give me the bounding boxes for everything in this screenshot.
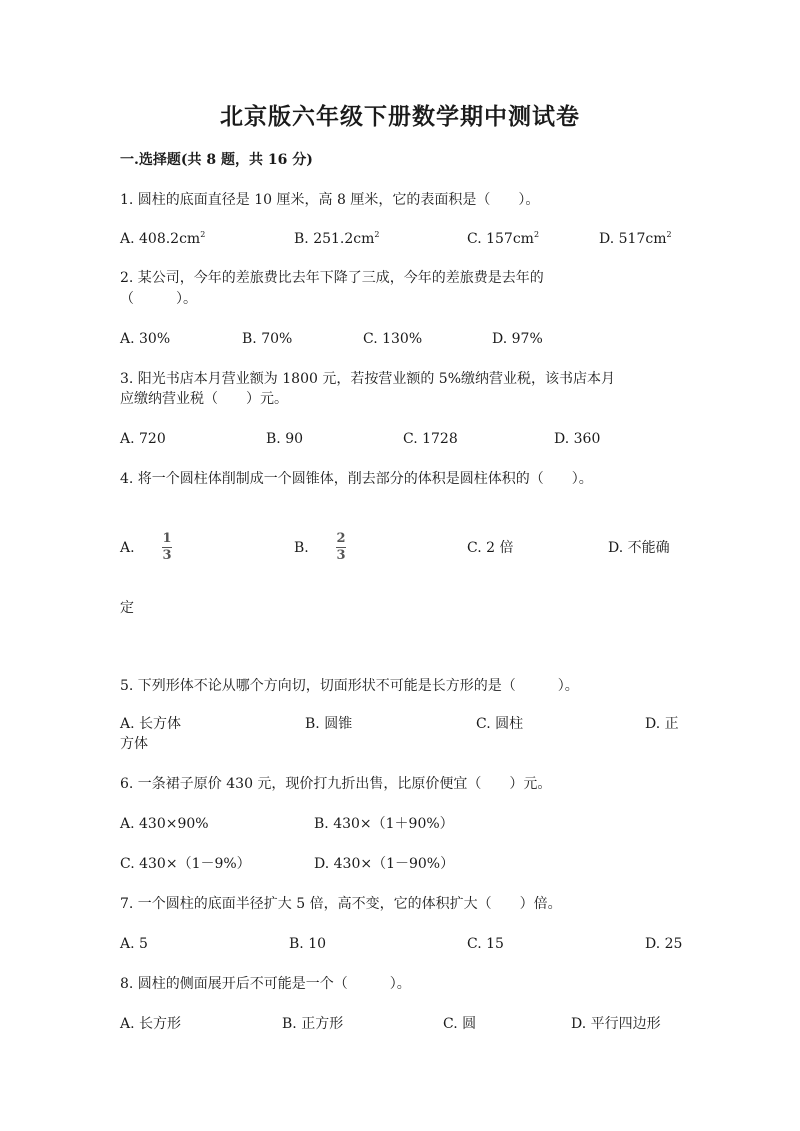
question-8-option-d: D. 平行四边形 bbox=[571, 1016, 661, 1032]
question-2-stem: 2. 某公司，今年的差旅费比去年下降了三成，今年的差旅费是去年的 bbox=[120, 270, 544, 286]
superscript: 2 bbox=[533, 230, 540, 239]
question-7-stem: 7. 一个圆柱的底面半径扩大 5 倍，高不变，它的体积扩大（ ）倍。 bbox=[120, 896, 562, 912]
question-1-option-d bbox=[599, 229, 672, 249]
question-3-option-a: A. 720 bbox=[120, 431, 166, 447]
question-8-stem: 8. 圆柱的侧面展开后不可能是一个（ ）。 bbox=[120, 976, 411, 992]
question-3-option-b: B. 90 bbox=[266, 431, 304, 447]
question-2-option-b: B. 70% bbox=[242, 331, 293, 347]
fraction-one-third bbox=[162, 532, 172, 563]
superscript: 2 bbox=[666, 230, 672, 239]
question-8-option-a: A. 长方形 bbox=[120, 1016, 182, 1032]
fraction-numerator: 1 bbox=[162, 531, 172, 546]
superscript: 2 bbox=[374, 230, 380, 239]
question-4-option-d-wrap: 定 bbox=[120, 600, 134, 616]
question-6-option-c: C. 430×（1－9%） bbox=[120, 856, 251, 872]
question-4-stem: 4. 将一个圆柱体削制成一个圆锥体，削去部分的体积是圆柱体积的（ ）。 bbox=[120, 471, 593, 487]
option-text: B. 251.2cm bbox=[294, 231, 375, 247]
question-7-option-b: B. 10 bbox=[289, 936, 327, 952]
question-2-option-c: C. 130% bbox=[363, 331, 423, 347]
question-1-stem: 1. 圆柱的底面直径是 10 厘米，高 8 厘米，它的表面积是（ ）。 bbox=[120, 192, 540, 208]
question-3-option-d: D. 360 bbox=[554, 431, 601, 447]
question-4-option-c: C. 2 倍 bbox=[467, 540, 514, 556]
option-text: D. 517cm bbox=[599, 231, 667, 247]
question-5-option-b: B. 圆锥 bbox=[305, 716, 353, 732]
question-7-option-a: A. 5 bbox=[120, 936, 148, 952]
question-8-option-b: B. 正方形 bbox=[282, 1016, 344, 1032]
question-4-option-d: D. 不能确 bbox=[608, 540, 670, 556]
fraction-two-thirds bbox=[336, 532, 346, 563]
page-title: 北京版六年级下册数学期中测试卷 bbox=[220, 103, 580, 130]
question-6-option-a: A. 430×90% bbox=[120, 816, 209, 832]
question-6-option-b: B. 430×（1＋90%） bbox=[314, 816, 454, 832]
question-4-option-b-label: B. bbox=[294, 540, 309, 556]
question-2-option-a: A. 30% bbox=[120, 331, 171, 347]
question-3-stem-cont: 应缴纳营业税（ ）元。 bbox=[120, 391, 288, 407]
question-5-stem: 5. 下列形体不论从哪个方向切，切面形状不可能是长方形的是（ ）。 bbox=[120, 678, 579, 694]
question-5-option-c: C. 圆柱 bbox=[476, 716, 524, 732]
question-6-stem: 6. 一条裙子原价 430 元，现价打九折出售，比原价便宜（ ）元。 bbox=[120, 776, 552, 792]
question-7-option-d: D. 25 bbox=[645, 936, 683, 952]
question-6-option-d: D. 430×（1－90%） bbox=[314, 856, 455, 872]
fraction-denominator: 3 bbox=[162, 548, 172, 563]
question-4-option-a-label: A. bbox=[120, 540, 135, 556]
question-2-option-d: D. 97% bbox=[492, 331, 543, 347]
question-2-stem-cont: （ ）。 bbox=[120, 291, 197, 307]
option-text: C. 157cm bbox=[467, 231, 534, 247]
superscript: 2 bbox=[200, 230, 206, 239]
section-heading: 一.选择题(共 8 题，共 16 分) bbox=[120, 152, 313, 168]
question-7-option-c: C. 15 bbox=[467, 936, 504, 952]
question-1-option-c bbox=[467, 229, 539, 249]
question-3-stem: 3. 阳光书店本月营业额为 1800 元，若按营业额的 5%缴纳营业税，该书店本月 bbox=[120, 371, 615, 387]
fraction-numerator: 2 bbox=[336, 531, 346, 546]
question-1-option-b bbox=[294, 229, 379, 249]
fraction-denominator: 3 bbox=[336, 548, 346, 563]
question-5-option-a: A. 长方体 bbox=[120, 716, 182, 732]
question-5-option-d-wrap: 方体 bbox=[120, 736, 148, 752]
option-text: A. 408.2cm bbox=[120, 231, 201, 247]
question-1-option-a bbox=[120, 229, 205, 249]
question-8-option-c: C. 圆 bbox=[443, 1016, 477, 1032]
question-3-option-c: C. 1728 bbox=[403, 431, 458, 447]
question-5-option-d: D. 正 bbox=[645, 716, 679, 732]
